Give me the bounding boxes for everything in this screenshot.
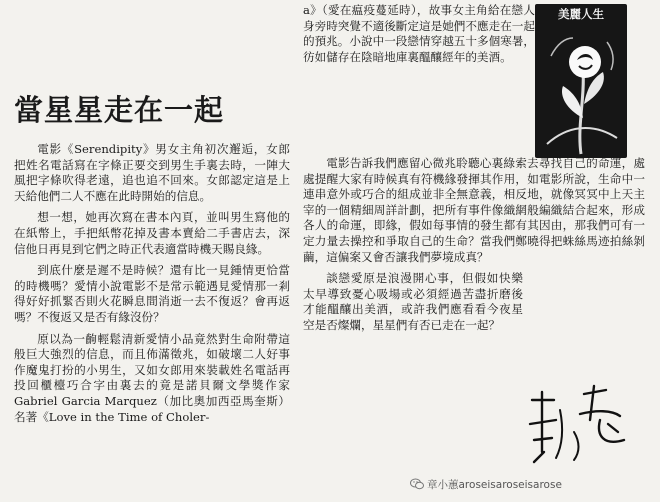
signature-icon bbox=[520, 380, 638, 466]
rose-illustration-icon bbox=[537, 26, 625, 156]
watermark bbox=[410, 476, 562, 492]
article-paragraph: 想一想，她再次寫在書本內頁，並叫男生寫他的在紙幣上，手把紙幣花掉及書本賣給二手書店去，深信他日再見到它們之時正代表適當時機天賜良緣。 bbox=[14, 210, 290, 256]
watermark-text: 章小蕙aroseisaroseisarose bbox=[427, 478, 562, 491]
article-paragraph: 電影告訴我們應留心微兆聆聽心裏綠索去尋找自己的命運，處處提醒大家有時候真有符機緣發揮其作用，如電影所說，生命中一連串意外或巧合的組成並非全無意義，相反地，就像冥冥中上天主宰的一個精細周詳計劃，把所有事件像織網般編織結合起來，形成各人的命運，即緣，假如每事情的發生都有其因由，那我們可有一定力量去操控和爭取自己的生命？當我們鄭曉得把蛛絲馬迹拍絲剝繭，這偏案又會否讓我們夢境成真？ bbox=[303, 156, 645, 264]
column-badge bbox=[535, 4, 627, 158]
headline: 當星星走在一起 bbox=[14, 93, 225, 127]
article-paragraph: 電影《Serendipity》男女主角初次邂逅，女郎把姓名電話寫在字條正要交到男生手裏去時，一陣大風把字條吹得老遠，追也追不回來。女郎認定這是上天給他們二人不應在此時開始的信息。 bbox=[14, 142, 290, 203]
wechat-icon bbox=[410, 478, 424, 490]
article-column-left bbox=[14, 142, 290, 431]
article-paragraph: 到底什麼是遲不是時候？還有比一見鍾情更恰當的時機嗎？愛情小說電影不是常示範遇見愛情那一剎得好好抓緊否則火花瞬息間消逝一去不復返？會再返嗎？不復返又是否有緣沒份？ bbox=[14, 263, 290, 324]
article-column-right-top bbox=[303, 3, 535, 71]
article-paragraph: 談戀愛原是浪漫開心事，但假如快樂太早導致憂心吸場或必須經過苦盡折磨後才能醞釀出美酒，或許我們應看看今夜星空是否燦爛，星星們有否已走在一起？ bbox=[303, 271, 523, 332]
article-paragraph: 原以為一齣輕鬆清新愛情小品竟然對生命附帶這般巨大強烈的信息，而且佈滿徵兆，如破壞二人好事作魔鬼打扮的小男生，又如女郎用來裝載姓名電話再投回櫃檯巧合字由裏去的竟是諾貝爾文學獎作家 Gabriel Garcia Marquez（加比奧加西亞馬奎斯）名著《Love in the Time of Choler- bbox=[14, 331, 290, 424]
article-paragraph: a》（愛在瘟疫蔓延時），故事女主角給在戀人身旁時突覺不適後斷定這是她們不應走在一起的預兆。小說中一段戀情穿越五十多個寒暑，彷如儲存在陰暗地庫裏醞釀經年的美酒。 bbox=[303, 3, 535, 64]
article-column-right-lower bbox=[303, 156, 645, 340]
column-title: 美麗人生 bbox=[558, 7, 604, 21]
